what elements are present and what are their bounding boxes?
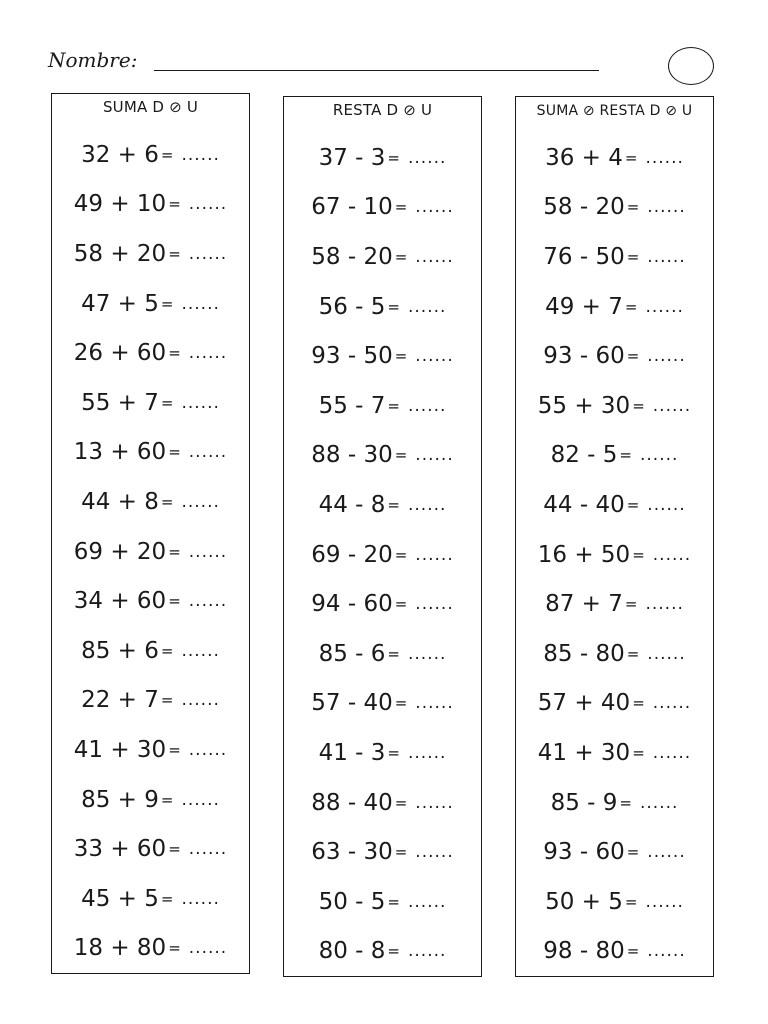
exercise-expression: 58 - 20 bbox=[311, 243, 393, 270]
answer-blank[interactable]: ...... bbox=[181, 392, 220, 413]
equals-sign: = bbox=[624, 595, 638, 614]
exercise-expression: 93 - 50 bbox=[311, 343, 393, 370]
exercise-row bbox=[284, 679, 481, 729]
answer-blank[interactable]: ...... bbox=[652, 693, 692, 714]
equals-sign: = bbox=[626, 495, 640, 514]
exercise-row bbox=[52, 477, 249, 527]
exercise-expression: 57 + 40 bbox=[537, 690, 631, 717]
exercise-expression: 36 + 4 bbox=[545, 144, 623, 171]
equals-sign: = bbox=[624, 892, 638, 911]
exercise-row bbox=[516, 282, 713, 332]
answer-blank[interactable]: ...... bbox=[188, 343, 228, 364]
answer-blank[interactable]: ...... bbox=[415, 693, 454, 714]
answer-blank[interactable]: ...... bbox=[188, 839, 228, 860]
equals-sign: = bbox=[394, 545, 408, 564]
answer-blank[interactable]: ...... bbox=[407, 643, 447, 664]
exercise-row bbox=[516, 331, 713, 381]
exercise-row bbox=[284, 480, 481, 530]
exercise-expression: 32 + 6 bbox=[81, 141, 159, 168]
answer-blank[interactable]: ...... bbox=[188, 591, 228, 612]
answer-blank[interactable]: ...... bbox=[645, 594, 684, 615]
exercise-row bbox=[284, 183, 481, 233]
exercise-row bbox=[516, 927, 713, 977]
exercise-expression: 82 - 5 bbox=[550, 442, 618, 469]
exercise-expression: 37 - 3 bbox=[318, 144, 386, 171]
exercise-row bbox=[52, 824, 249, 874]
answer-blank[interactable]: ...... bbox=[647, 246, 686, 267]
exercise-row bbox=[516, 579, 713, 629]
exercise-expression: 87 + 7 bbox=[545, 591, 623, 618]
exercise-expression: 69 + 20 bbox=[73, 538, 167, 565]
name-header bbox=[48, 44, 608, 78]
equals-sign: = bbox=[632, 694, 645, 713]
answer-blank[interactable]: ...... bbox=[415, 842, 454, 863]
answer-blank[interactable]: ...... bbox=[645, 147, 684, 168]
equals-sign: = bbox=[394, 694, 408, 713]
answer-blank[interactable]: ...... bbox=[407, 395, 447, 416]
equals-sign: = bbox=[394, 793, 408, 812]
equals-sign: = bbox=[387, 892, 400, 911]
exercise-row bbox=[284, 927, 481, 977]
exercise-row bbox=[52, 527, 249, 577]
exercise-row bbox=[284, 282, 481, 332]
exercise-row bbox=[284, 778, 481, 828]
exercise-row bbox=[284, 728, 481, 778]
column-resta bbox=[283, 96, 482, 977]
exercise-row bbox=[284, 381, 481, 431]
answer-blank[interactable]: ...... bbox=[415, 445, 454, 466]
exercise-expression: 85 - 9 bbox=[550, 789, 618, 816]
equals-sign: = bbox=[168, 939, 181, 958]
exercise-row bbox=[516, 877, 713, 927]
exercise-row bbox=[516, 827, 713, 877]
answer-blank[interactable]: ...... bbox=[415, 246, 454, 267]
exercise-expression: 26 + 60 bbox=[73, 340, 167, 367]
exercise-row bbox=[52, 924, 249, 974]
equals-sign: = bbox=[168, 244, 181, 263]
exercise-expression: 58 + 20 bbox=[73, 240, 167, 267]
equals-sign: = bbox=[394, 198, 408, 217]
answer-blank[interactable]: ...... bbox=[647, 941, 686, 962]
answer-blank[interactable]: ...... bbox=[181, 293, 220, 314]
answer-blank[interactable]: ...... bbox=[647, 494, 686, 515]
answer-blank[interactable]: ...... bbox=[415, 544, 454, 565]
exercise-expression: 57 - 40 bbox=[311, 690, 393, 717]
exercise-expression: 76 - 50 bbox=[543, 243, 625, 270]
answer-blank[interactable]: ...... bbox=[647, 346, 686, 367]
equals-sign: = bbox=[626, 247, 640, 266]
answer-blank[interactable]: ...... bbox=[407, 742, 447, 763]
exercise-expression: 55 + 30 bbox=[537, 392, 631, 419]
equals-sign: = bbox=[632, 743, 645, 762]
exercise-expression: 88 - 40 bbox=[311, 789, 393, 816]
answer-blank[interactable]: ...... bbox=[181, 144, 220, 165]
equals-sign: = bbox=[394, 595, 408, 614]
exercise-row bbox=[516, 629, 713, 679]
exercise-expression: 93 - 60 bbox=[543, 839, 625, 866]
equals-sign: = bbox=[160, 145, 174, 164]
exercise-expression: 45 + 5 bbox=[81, 885, 159, 912]
exercise-row bbox=[52, 378, 249, 428]
exercise-expression: 80 - 8 bbox=[318, 938, 386, 965]
exercise-expression: 22 + 7 bbox=[81, 687, 159, 714]
answer-blank[interactable]: ...... bbox=[188, 938, 228, 959]
exercise-row bbox=[52, 676, 249, 726]
exercise-row bbox=[52, 626, 249, 676]
equals-sign: = bbox=[626, 644, 640, 663]
exercise-row bbox=[516, 778, 713, 828]
exercise-expression: 69 - 20 bbox=[311, 541, 393, 568]
equals-sign: = bbox=[626, 198, 640, 217]
answer-blank[interactable]: ...... bbox=[415, 792, 454, 813]
answer-blank[interactable]: ...... bbox=[647, 197, 686, 218]
exercise-row bbox=[516, 530, 713, 580]
answer-blank[interactable]: ...... bbox=[639, 445, 679, 466]
answer-blank[interactable]: ...... bbox=[407, 494, 447, 515]
equals-sign: = bbox=[619, 446, 632, 465]
answer-blank[interactable]: ...... bbox=[652, 544, 692, 565]
exercise-row bbox=[52, 279, 249, 329]
exercise-row bbox=[52, 130, 249, 180]
equals-sign: = bbox=[387, 148, 400, 167]
exercise-expression: 55 - 7 bbox=[318, 392, 386, 419]
exercise-expression: 98 - 80 bbox=[543, 938, 625, 965]
equals-sign: = bbox=[168, 443, 181, 462]
exercise-expression: 85 - 80 bbox=[543, 640, 625, 667]
equals-sign: = bbox=[168, 592, 181, 611]
answer-blank[interactable]: ...... bbox=[645, 891, 684, 912]
exercise-expression: 44 + 8 bbox=[81, 488, 159, 515]
equals-sign: = bbox=[626, 347, 640, 366]
exercise-expression: 44 - 40 bbox=[543, 491, 625, 518]
equals-sign: = bbox=[632, 396, 645, 415]
answer-blank[interactable]: ...... bbox=[181, 789, 220, 810]
exercise-expression: 58 - 20 bbox=[543, 194, 625, 221]
equals-sign: = bbox=[387, 495, 400, 514]
equals-sign: = bbox=[160, 889, 174, 908]
equals-sign: = bbox=[160, 790, 174, 809]
equals-sign: = bbox=[626, 843, 640, 862]
exercise-row bbox=[284, 232, 481, 282]
exercise-expression: 34 + 60 bbox=[73, 588, 167, 615]
column-title: RESTA D ⊘ U bbox=[332, 101, 433, 119]
equals-sign: = bbox=[624, 297, 638, 316]
exercise-row bbox=[516, 431, 713, 481]
exercise-row bbox=[284, 579, 481, 629]
exercise-row bbox=[284, 877, 481, 927]
exercise-list bbox=[516, 133, 713, 976]
exercise-list bbox=[52, 130, 249, 973]
answer-blank[interactable]: ...... bbox=[415, 197, 454, 218]
exercise-expression: 85 - 6 bbox=[318, 640, 386, 667]
equals-sign: = bbox=[632, 545, 645, 564]
exercise-expression: 18 + 80 bbox=[73, 935, 167, 962]
answer-blank[interactable]: ...... bbox=[188, 442, 228, 463]
answer-blank[interactable]: ...... bbox=[181, 690, 220, 711]
equals-sign: = bbox=[626, 942, 640, 961]
answer-blank[interactable]: ...... bbox=[647, 842, 686, 863]
exercise-expression: 55 + 7 bbox=[81, 389, 159, 416]
exercise-expression: 93 - 60 bbox=[543, 343, 625, 370]
equals-sign: = bbox=[168, 740, 181, 759]
answer-blank[interactable]: ...... bbox=[407, 296, 447, 317]
exercise-expression: 50 - 5 bbox=[318, 888, 386, 915]
equals-sign: = bbox=[387, 743, 400, 762]
exercise-row bbox=[516, 133, 713, 183]
exercise-expression: 88 - 30 bbox=[311, 442, 393, 469]
exercise-expression: 94 - 60 bbox=[311, 591, 393, 618]
exercise-expression: 41 + 30 bbox=[537, 739, 631, 766]
answer-blank[interactable]: ...... bbox=[407, 891, 447, 912]
exercise-expression: 16 + 50 bbox=[537, 541, 631, 568]
exercise-row bbox=[516, 381, 713, 431]
answer-blank[interactable]: ...... bbox=[188, 243, 228, 264]
grade-circle bbox=[668, 47, 714, 85]
exercise-expression: 33 + 60 bbox=[73, 836, 167, 863]
exercise-row bbox=[52, 229, 249, 279]
equals-sign: = bbox=[160, 641, 174, 660]
exercise-row bbox=[284, 133, 481, 183]
exercise-expression: 44 - 8 bbox=[318, 491, 386, 518]
exercise-row bbox=[516, 183, 713, 233]
equals-sign: = bbox=[619, 793, 632, 812]
exercise-row bbox=[516, 480, 713, 530]
exercise-row bbox=[284, 827, 481, 877]
exercise-expression: 41 - 3 bbox=[318, 739, 386, 766]
equals-sign: = bbox=[160, 294, 174, 313]
answer-blank[interactable]: ...... bbox=[181, 888, 220, 909]
exercise-row bbox=[52, 328, 249, 378]
exercise-row bbox=[516, 679, 713, 729]
answer-blank[interactable]: ...... bbox=[415, 346, 454, 367]
equals-sign: = bbox=[168, 195, 181, 214]
equals-sign: = bbox=[168, 840, 181, 859]
exercise-row bbox=[52, 725, 249, 775]
equals-sign: = bbox=[387, 644, 400, 663]
exercise-expression: 56 - 5 bbox=[318, 293, 386, 320]
equals-sign: = bbox=[387, 396, 400, 415]
exercise-list bbox=[284, 133, 481, 976]
answer-blank[interactable]: ...... bbox=[652, 742, 692, 763]
exercise-row bbox=[516, 232, 713, 282]
exercise-row bbox=[52, 428, 249, 478]
exercise-row bbox=[52, 874, 249, 924]
equals-sign: = bbox=[160, 393, 174, 412]
exercise-row bbox=[52, 775, 249, 825]
equals-sign: = bbox=[168, 542, 181, 561]
equals-sign: = bbox=[387, 942, 400, 961]
equals-sign: = bbox=[387, 297, 400, 316]
equals-sign: = bbox=[168, 344, 181, 363]
answer-blank[interactable]: ...... bbox=[645, 296, 684, 317]
equals-sign: = bbox=[624, 148, 638, 167]
exercise-expression: 41 + 30 bbox=[73, 736, 167, 763]
column-title: SUMA ⊘ RESTA D ⊘ U bbox=[536, 103, 693, 119]
equals-sign: = bbox=[160, 492, 174, 511]
exercise-expression: 49 + 10 bbox=[73, 191, 167, 218]
exercise-row bbox=[284, 431, 481, 481]
answer-blank[interactable]: ...... bbox=[407, 941, 447, 962]
column-suma-resta bbox=[515, 96, 714, 977]
column-title: SUMA D ⊘ U bbox=[102, 98, 199, 116]
exercise-expression: 67 - 10 bbox=[311, 194, 393, 221]
column-suma bbox=[51, 93, 250, 974]
answer-blank[interactable]: ...... bbox=[407, 147, 447, 168]
answer-blank[interactable]: ...... bbox=[181, 491, 220, 512]
equals-sign: = bbox=[394, 446, 408, 465]
exercise-row bbox=[284, 530, 481, 580]
name-line[interactable] bbox=[154, 70, 599, 71]
equals-sign: = bbox=[394, 843, 408, 862]
exercise-expression: 50 + 5 bbox=[545, 888, 623, 915]
equals-sign: = bbox=[394, 247, 408, 266]
name-label: Nombre: bbox=[48, 48, 138, 72]
exercise-expression: 85 + 6 bbox=[81, 637, 159, 664]
equals-sign: = bbox=[160, 691, 174, 710]
exercise-row bbox=[52, 576, 249, 626]
exercise-expression: 49 + 7 bbox=[545, 293, 623, 320]
answer-blank[interactable]: ...... bbox=[647, 643, 686, 664]
answer-blank[interactable]: ...... bbox=[188, 739, 228, 760]
exercise-expression: 85 + 9 bbox=[81, 786, 159, 813]
answer-blank[interactable]: ...... bbox=[639, 792, 679, 813]
exercise-row bbox=[284, 331, 481, 381]
answer-blank[interactable]: ...... bbox=[652, 395, 692, 416]
exercise-expression: 63 - 30 bbox=[311, 839, 393, 866]
answer-blank[interactable]: ...... bbox=[415, 594, 454, 615]
exercise-row bbox=[516, 728, 713, 778]
equals-sign: = bbox=[394, 347, 408, 366]
exercise-expression: 47 + 5 bbox=[81, 290, 159, 317]
answer-blank[interactable]: ...... bbox=[188, 194, 228, 215]
exercise-row bbox=[52, 180, 249, 230]
exercise-expression: 13 + 60 bbox=[73, 439, 167, 466]
answer-blank[interactable]: ...... bbox=[181, 640, 220, 661]
exercise-row bbox=[284, 629, 481, 679]
answer-blank[interactable]: ...... bbox=[188, 541, 228, 562]
